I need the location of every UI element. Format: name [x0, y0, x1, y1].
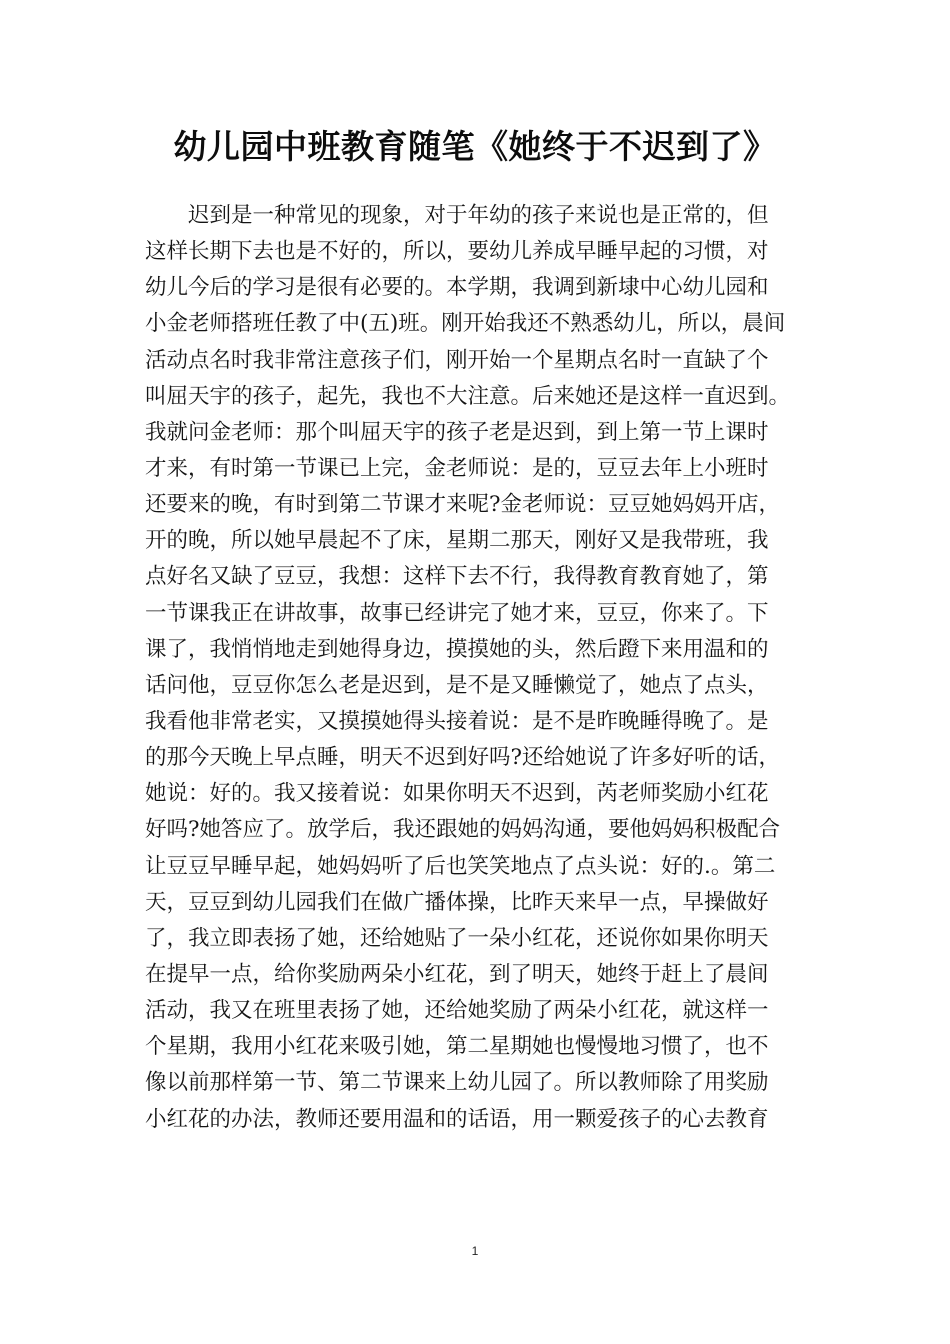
- text-line: 天，豆豆到幼儿园我们在做广播体操，比昨天来早一点，早操做好: [145, 889, 769, 915]
- text-line: 点好名又缺了豆豆，我想：这样下去不行，我得教育教育她了，第: [145, 564, 769, 590]
- text-line: 叫屈天宇的孩子，起先，我也不大注意。后来她还是这样一直迟到。: [145, 383, 791, 409]
- text-line: 活动点名时我非常注意孩子们，刚开始一个星期点名时一直缺了个: [145, 347, 769, 373]
- text-line: 个星期，我用小红花来吸引她，第二星期她也慢慢地习惯了，也不: [145, 1034, 769, 1060]
- text-line: 幼儿今后的学习是很有必要的。本学期，我调到新埭中心幼儿园和: [145, 275, 769, 301]
- text-line: 课了，我悄悄地走到她得身边，摸摸她的头，然后蹬下来用温和的: [145, 636, 769, 662]
- text-line: 让豆豆早睡早起，她妈妈听了后也笑笑地点了点头说：好的.。第二: [145, 853, 776, 879]
- text-line: 小红花的办法，教师还要用温和的话语，用一颗爱孩子的心去教育: [145, 1106, 769, 1132]
- text-line: 的那今天晚上早点睡，明天不迟到好吗?还给她说了许多好听的话，: [145, 745, 781, 771]
- text-line: 她说：好的。我又接着说：如果你明天不迟到，芮老师奖励小红花: [145, 781, 769, 807]
- text-line: 这样长期下去也是不好的，所以，要幼儿养成早睡早起的习惯，对: [145, 239, 769, 265]
- page-number: 1: [471, 1244, 479, 1258]
- text-line: 话问他，豆豆你怎么老是迟到，是不是又睡懒觉了，她点了点头，: [145, 672, 769, 698]
- text-line: 活动，我又在班里表扬了她，还给她奖励了两朵小红花，就这样一: [145, 998, 769, 1024]
- text-line: 才来，有时第一节课已上完，金老师说：是的，豆豆去年上小班时: [145, 455, 769, 481]
- text-line: 像以前那样第一节、第二节课来上幼儿园了。所以教师除了用奖励: [145, 1070, 769, 1096]
- text-line: 一节课我正在讲故事，故事已经讲完了她才来，豆豆，你来了。下: [145, 600, 769, 626]
- text-line: 我就问金老师：那个叫屈天宇的孩子老是迟到，到上第一节上课时: [145, 419, 769, 445]
- text-line: 还要来的晚，有时到第二节课才来呢?金老师说：豆豆她妈妈开店，: [145, 492, 781, 518]
- text-line: 开的晚，所以她早晨起不了床，星期二那天，刚好又是我带班，我: [145, 528, 769, 554]
- document-title: 幼儿园中班教育随笔《她终于不迟到了》: [173, 127, 777, 166]
- text-line: 我看他非常老实，又摸摸她得头接着说：是不是昨晚睡得晚了。是: [145, 708, 769, 734]
- text-line: 了，我立即表扬了她，还给她贴了一朵小红花，还说你如果你明天: [145, 925, 769, 951]
- text-line: 在提早一点，给你奖励两朵小红花，到了明天，她终于赶上了晨间: [145, 961, 769, 987]
- text-line: 好吗?她答应了。放学后，我还跟她的妈妈沟通，要他妈妈积极配合: [145, 817, 781, 843]
- body-text: [145, 198, 825, 1138]
- text-line: 迟到是一种常见的现象，对于年幼的孩子来说也是正常的，但: [188, 203, 769, 228]
- text-line: 小金老师搭班任教了中(五)班。刚开始我还不熟悉幼儿，所以，晨间: [145, 311, 786, 337]
